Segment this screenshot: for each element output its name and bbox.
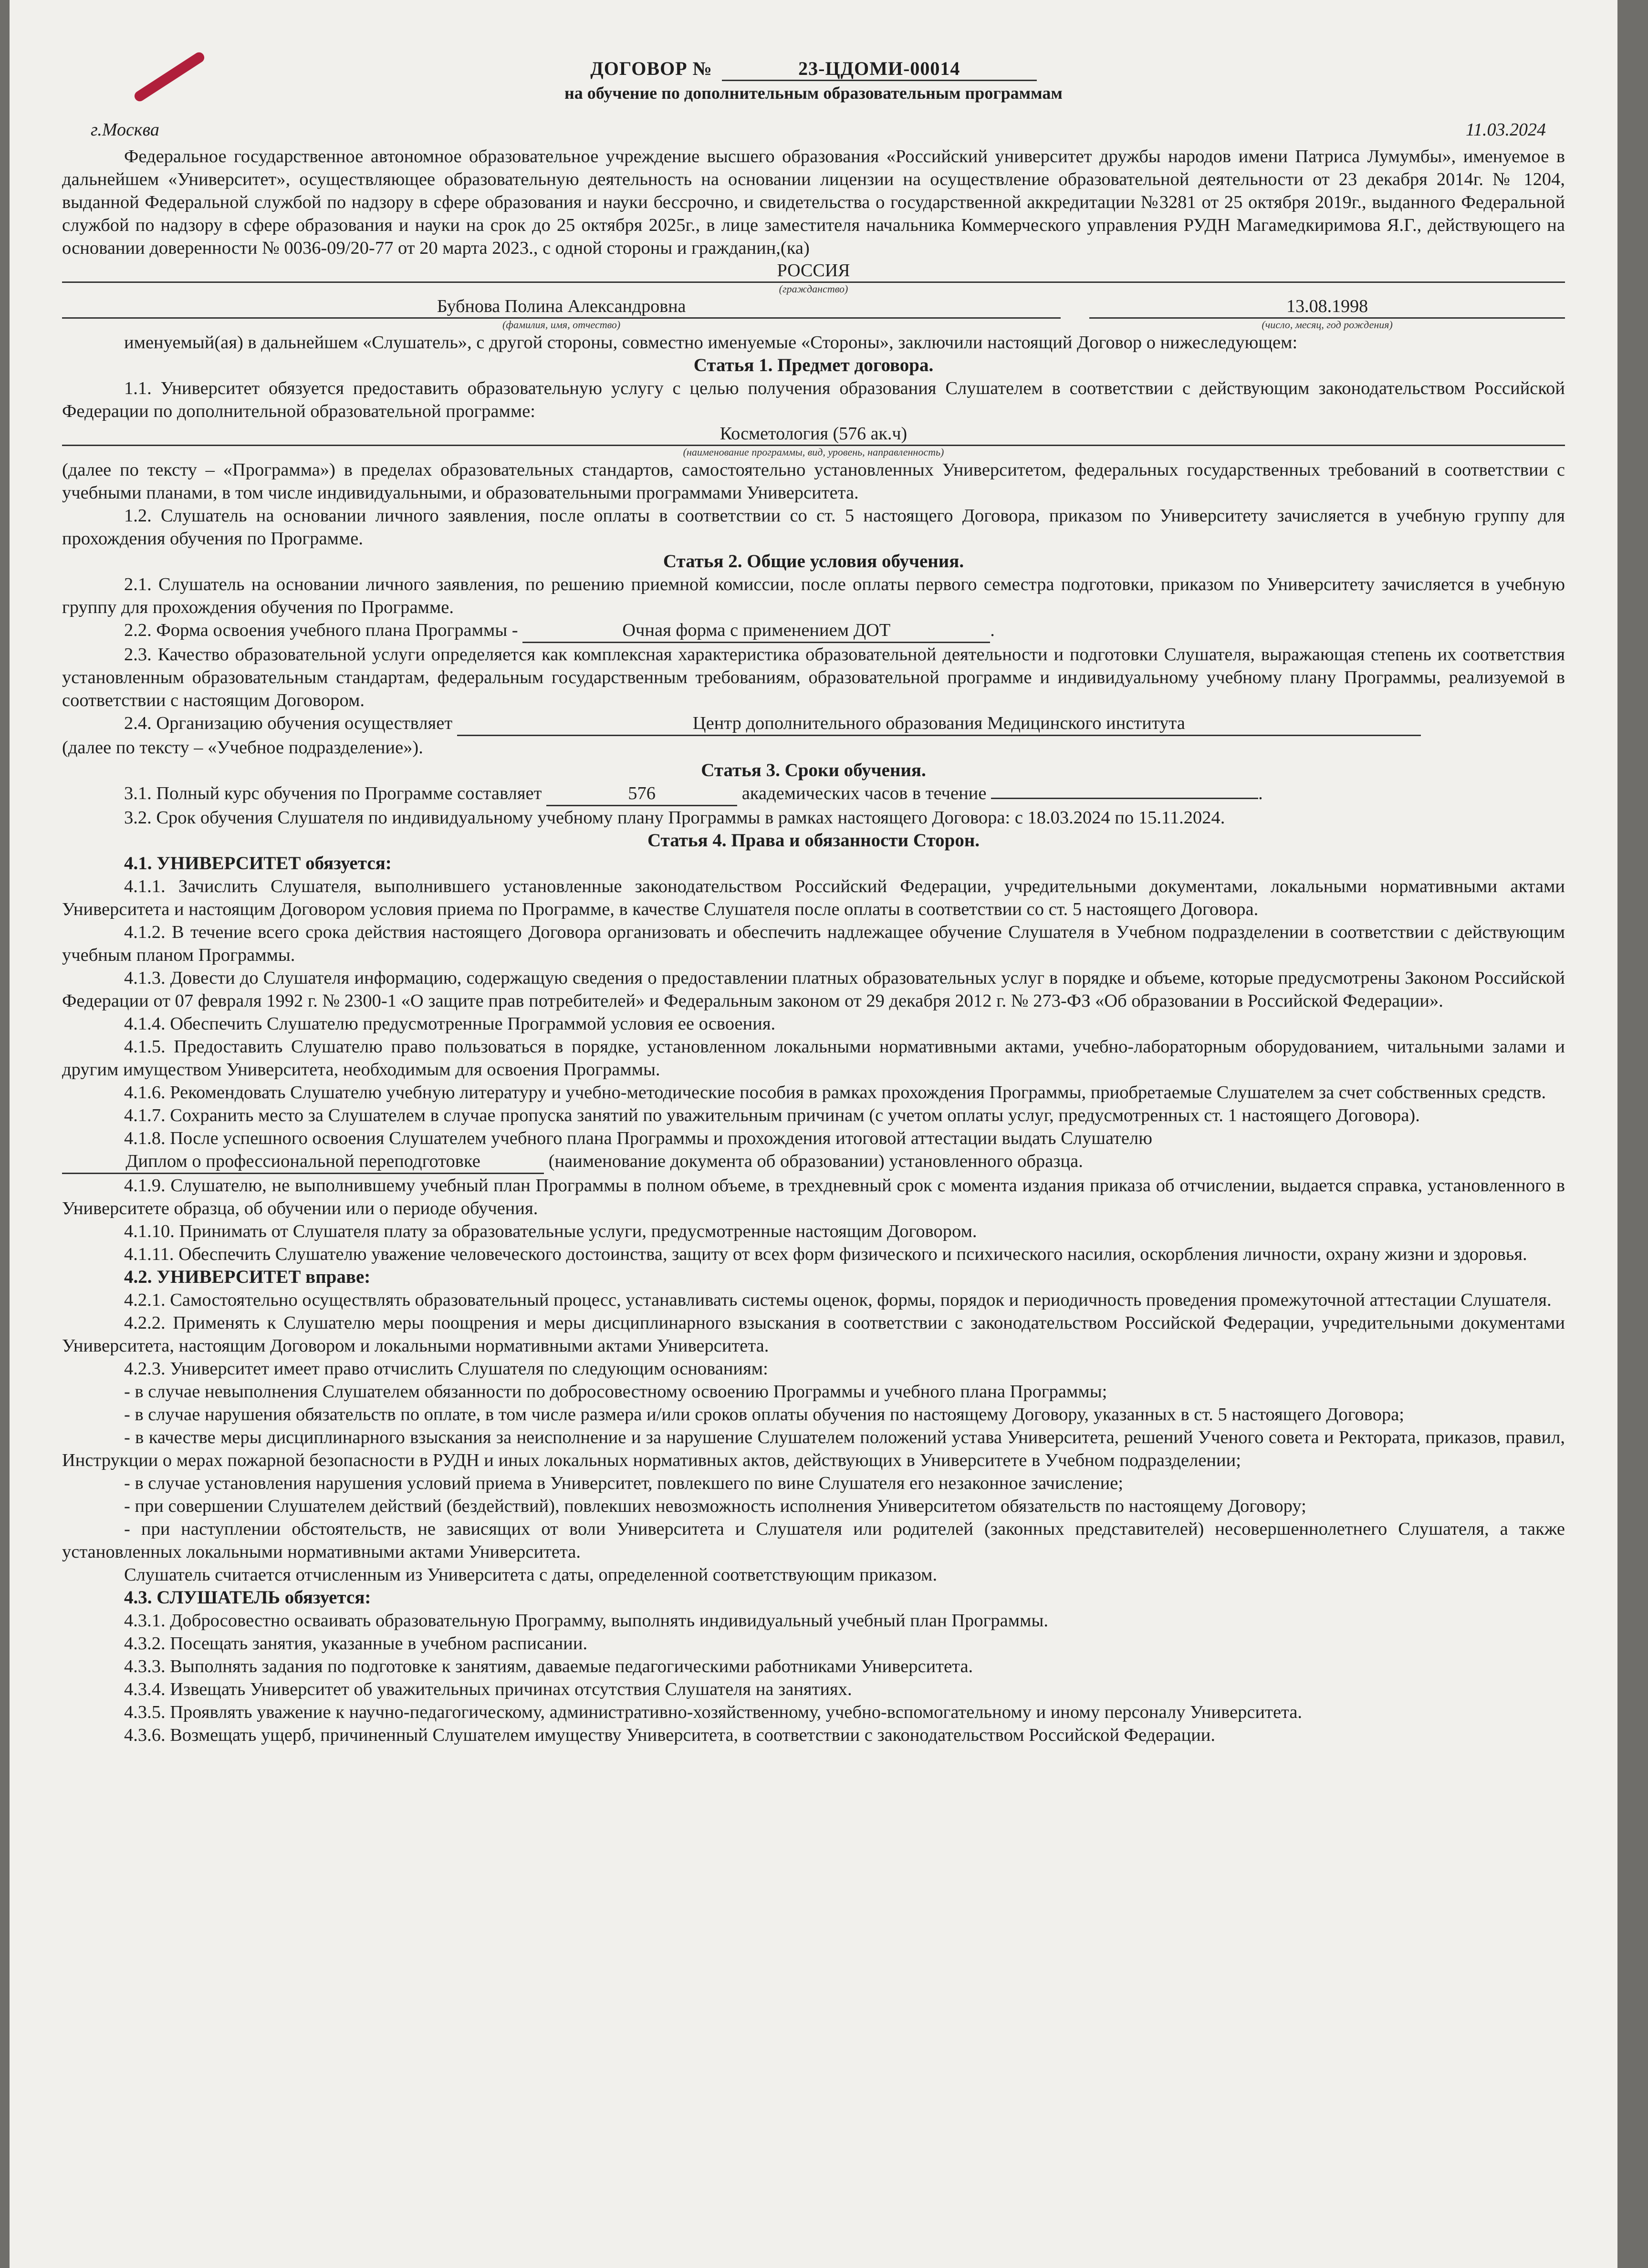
- clause-3-1: 3.1. Полный курс обучения по Программе составляет 576 академических часов в течение .: [62, 782, 1565, 806]
- ground-5: - при совершении Слушателем действий (бездействий), повлекших невозможность исполнения Университетом обязательств по настоящему Договору;: [124, 1496, 1306, 1516]
- duration-value: [991, 798, 1258, 799]
- section-4-1-title: 4.1. УНИВЕРСИТЕТ обязуется:: [124, 853, 392, 874]
- contract-title: [62, 57, 1565, 81]
- program-field: Косметология (576 ак.ч): [62, 423, 1565, 446]
- place-date-row: [62, 119, 1565, 140]
- ground-1: - в случае невыполнения Слушателем обязанности по добросовестному освоению Программы и учебного плана Программы;: [124, 1382, 1107, 1402]
- clause-2-4: [62, 712, 1565, 736]
- city: г.Москва: [91, 120, 159, 140]
- section-4-3-title: 4.3. СЛУШАТЕЛЬ обязуется:: [124, 1587, 371, 1608]
- clause-4-1-8: 4.1.8. После успешного освоения Слушателем учебного плана Программы и прохождения итоговой аттестации выдать Слушателю: [124, 1128, 1152, 1148]
- clause-3-1-tail: академических часов в течение: [741, 783, 987, 803]
- organizer-value: Центр дополнительного образования Медицинского института: [457, 712, 1421, 736]
- contract-subtitle: на обучение по дополнительным образовательным программам: [564, 83, 1063, 103]
- ground-6: - при наступлении обстоятельств, не зависящих от воли Университета и Слушателя или родителей (законных представителей) несовершеннолетнего Слушателя, а также установленных локальными нормативными актами Университета.: [62, 1519, 1565, 1562]
- citizenship-field: РОССИЯ: [62, 260, 1565, 283]
- citizenship-hint: (гражданство): [779, 283, 848, 295]
- clause-4-1-4: 4.1.4. Обеспечить Слушателю предусмотренные Программой условия ее освоения.: [124, 1014, 776, 1034]
- contract-page: [10, 0, 1617, 2268]
- clause-4-3-4: 4.3.4. Извещать Университет об уважительных причинах отсутствия Слушателя на занятиях.: [124, 1679, 852, 1699]
- clause-4-1-9: 4.1.9. Слушателю, не выполнившему учебный план Программы в полном объеме, в трехдневный срок с момента издания приказа об отчислении, выдается справка, установленного в Университете образца, об обучении или о периоде обучения.: [62, 1176, 1565, 1218]
- clause-4-2-2: 4.2.2. Применять к Слушателю меры поощрения и меры дисциплинарного взыскания в соответствии с законодательством Российской Федерации, учредительными документами Университета, настоящим Договором и локальными нормативными актами Университета.: [62, 1313, 1565, 1356]
- clause-4-3-3: 4.3.3. Выполнять задания по подготовке к занятиям, даваемые педагогическими работниками Университета.: [124, 1656, 973, 1676]
- full-name-field: Бубнова Полина Александровна: [62, 295, 1061, 319]
- article-2-title: Статья 2. Общие условия обучения.: [663, 551, 964, 572]
- ground-4: - в случае установления нарушения условий приема в Университет, повлекшего по вине Слушателя его незаконное зачисление;: [124, 1473, 1124, 1493]
- clause-4-1-3: 4.1.3. Довести до Слушателя информацию, содержащую сведения о предоставлении платных образовательных услуг в порядке и объеме, которые предусмотрены Законом Российской Федерации от 07 февраля 1992 г. № 2300-1 «О защите прав потребителей» и Федеральным законом от 29 декабря 2012 г. № 273-ФЗ «Об образовании в Российской Федерации».: [62, 968, 1565, 1011]
- clause-4-1-10: 4.1.10. Принимать от Слушателя плату за образовательные услуги, предусмотренные настоящим Договором.: [124, 1221, 977, 1241]
- clause-4-3-5: 4.3.5. Проявлять уважение к научно-педагогическому, административно-хозяйственному, учебно-вспомогательному и иному персоналу Университета.: [124, 1702, 1303, 1722]
- clause-4-1-7: 4.1.7. Сохранить место за Слушателем в случае пропуска занятий по уважительным причинам (с учетом оплаты услуг, предусмотренных ст. 1 настоящего Договора).: [124, 1105, 1420, 1125]
- clause-4-2-3: 4.2.3. Университет имеет право отчислить Слушателя по следующим основаниям:: [124, 1359, 768, 1379]
- clause-2-1: 2.1. Слушатель на основании личного заявления, по решению приемной комиссии, после оплаты первого семестра подготовки, приказом по Университету зачисляется в учебную группу для прохождения обучения по Программе.: [62, 574, 1565, 617]
- section-4-2-title: 4.2. УНИВЕРСИТЕТ вправе:: [124, 1267, 371, 1287]
- contract-date: 11.03.2024: [1465, 120, 1546, 140]
- birth-date-field: 13.08.1998: [1089, 295, 1565, 319]
- clause-2-4-tail: (далее по тексту – «Учебное подразделение»).: [62, 738, 423, 758]
- clause-4-1-2: 4.1.2. В течение всего срока действия настоящего Договора организовать и обеспечить надлежащее обучение Слушателя в Учебном подразделении в соответствии с действующим учебным планом Программы.: [62, 922, 1565, 965]
- article-3-title: Статья 3. Сроки обучения.: [701, 760, 926, 780]
- study-form-value: Очная форма с применением ДОТ: [522, 619, 990, 643]
- name-birth-row: [62, 295, 1565, 331]
- program-hint: (наименование программы, вид, уровень, направленность): [683, 446, 944, 458]
- hours-value: 576: [546, 782, 737, 806]
- clause-4-1-1: 4.1.1. Зачислить Слушателя, выполнившего установленные законодательством Российский Федерации, учредительными документами, локальными нормативными актами Университета и настоящим Договором условия приема по Программе, в качестве Слушателя после оплаты в соответствии со ст. 5 настоящего Договора.: [62, 876, 1565, 919]
- clause-2-3: 2.3. Качество образовательной услуги определяется как комплексная характеристика образовательной деятельности и подготовки Слушателя, выражающая степень их соответствия установленным образовательным стандартам, федеральным государственным требованиям, образовательной программе и индивидуальному учебному плану Программы, реализуемой в соответствии с настоящим Договором.: [62, 645, 1565, 710]
- full-name-hint: (фамилия, имя, отчество): [502, 319, 621, 331]
- contract-number: 23-ЦДОМИ-00014: [722, 57, 1037, 81]
- clause-2-2-label: 2.2. Форма освоения учебного плана Программы -: [124, 620, 518, 640]
- contract-header: [62, 57, 1565, 103]
- preamble: Федеральное государственное автономное образовательное учреждение высшего образования «Российский университет дружбы народов имени Патриса Лумумбы», именуемое в дальнейшем «Университет», осуществляющее образовательную деятельность на основании лицензии на осуществление образовательной деятельности от 23 декабря 2014г. № 1204, выданной Федеральной службой по надзору в сфере образования и науки бессрочно, и свидетельства о государственной аккредитации №3281 от 25 октября 2019г., выданного Федеральной службой по надзору в сфере образования и науки на срок до 25 октября 2025г., в лице заместителя начальника Коммерческого управления РУДН Магамедкиримова Я.Г., действующего на основании доверенности № 0036-09/20-77 от 20 марта 2023., с одной стороны и гражданин,(ка): [62, 146, 1565, 258]
- expelled-note: Слушатель считается отчисленным из Университета с даты, определенной соответствующим приказом.: [124, 1565, 938, 1585]
- clause-1-1: 1.1. Университет обязуется предоставить образовательную услугу с целью получения образования Слушателем в соответствии с действующим законодательством Российской Федерации по дополнительной образовательной программе:: [62, 378, 1565, 421]
- clause-1-2: 1.2. Слушатель на основании личного заявления, после оплаты в соответствии со ст. 5 настоящего Договора, приказом по Университету зачисляется в учебную группу для прохождения обучения по Программе.: [62, 506, 1565, 549]
- clause-3-2: 3.2. Срок обучения Слушателя по индивидуальному учебному плану Программы в рамках настоящего Договора: с 18.03.2024 по 15.11.2024.: [124, 808, 1225, 828]
- clause-4-1-8-tail: (наименование документа об образовании) установленного образца.: [548, 1151, 1083, 1171]
- clause-4-1-11: 4.1.11. Обеспечить Слушателю уважение человеческого достоинства, защиту от всех форм физического и психического насилия, оскорбления личности, охрану жизни и здоровья.: [124, 1244, 1527, 1264]
- clause-2-4-label: 2.4. Организацию обучения осуществляет: [124, 713, 453, 733]
- ground-3: - в качестве меры дисциплинарного взыскания за неисполнение и за нарушение Слушателем положений устава Университета, решений Ученого совета и Ректората, приказов, правил, Инструкции о мерах пожарной безопасности в РУДН и иных локальных нормативных актов, действующих в Университете в Учебном подразделении;: [62, 1427, 1565, 1470]
- document-type-value: Диплом о профессиональной переподготовке: [62, 1150, 544, 1174]
- clause-4-1-6: 4.1.6. Рекомендовать Слушателю учебную литературу и учебно-методические пособия в рамках прохождения Программы, приобретаемые Слушателем за счет собственных средств.: [124, 1082, 1546, 1103]
- birth-date-hint: (число, месяц, год рождения): [1262, 319, 1393, 331]
- ground-2: - в случае нарушения обязательств по оплате, в том числе размера и/или сроков оплаты обучения по настоящему Договору, указанных в ст. 5 настоящего Договора;: [124, 1404, 1404, 1425]
- clause-4-1-8-doc: [62, 1150, 1565, 1174]
- article-1-title: Статья 1. Предмет договора.: [693, 355, 934, 375]
- clause-4-3-6: 4.3.6. Возмещать ущерб, причиненный Слушателем имуществу Университета, в соответствии с законодательством Российской Федерации.: [124, 1725, 1216, 1745]
- clause-1-1-cont: (далее по тексту – «Программа») в пределах образовательных стандартов, самостоятельно установленных Университетом, федеральных государственных требований в соответствии с учебными планами, в том числе индивидуальными, и образовательными программами Университета.: [62, 460, 1565, 503]
- clause-4-3-2: 4.3.2. Посещать занятия, указанные в учебном расписании.: [124, 1633, 588, 1654]
- parties-line: именуемый(ая) в дальнейшем «Слушатель», с другой стороны, совместно именуемые «Стороны», заключили настоящий Договор о нижеследующем:: [124, 333, 1298, 353]
- clause-4-1-5: 4.1.5. Предоставить Слушателю право пользоваться в порядке, установленном локальными нормативными актами, учебно-лабораторным оборудованием, читальными залами и другим имуществом Университета, необходимым для освоения Программы.: [62, 1037, 1565, 1080]
- article-4-title: Статья 4. Права и обязанности Сторон.: [647, 830, 980, 851]
- clause-2-2: 2.2. Форма освоения учебного плана Программы - Очная форма с применением ДОТ .: [62, 619, 1565, 643]
- clause-4-3-1: 4.3.1. Добросовестно осваивать образовательную Программу, выполнять индивидуальный учебный план Программы.: [124, 1611, 1048, 1631]
- contract-title-prefix: ДОГОВОР №: [590, 58, 712, 79]
- clause-3-1-label: 3.1. Полный курс обучения по Программе составляет: [124, 783, 542, 803]
- clause-4-2-1: 4.2.1. Самостоятельно осуществлять образовательный процесс, устанавливать системы оценок, формы, порядок и периодичность проведения промежуточной аттестации Слушателя.: [124, 1290, 1552, 1310]
